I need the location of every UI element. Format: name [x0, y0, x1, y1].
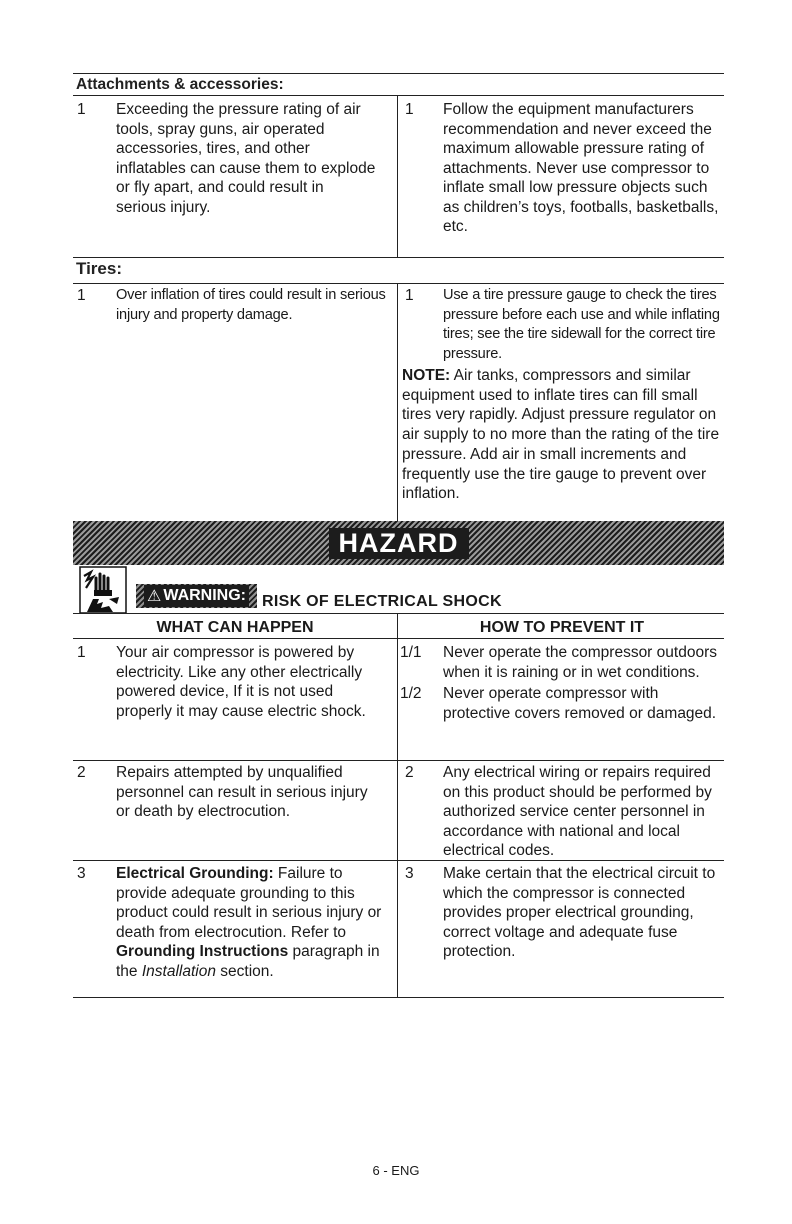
item-text: Never operate the compressor outdoors when it is raining or in wet conditions. — [443, 644, 717, 681]
shock-row-1 — [73, 643, 724, 723]
tires-hazard — [73, 286, 397, 364]
prevent-item — [400, 643, 724, 682]
prevent-item — [400, 684, 724, 723]
installation-ref: Installation — [141, 962, 216, 980]
rule-top — [73, 73, 724, 74]
rule-row-2 — [73, 860, 724, 861]
item-number: 2 — [405, 764, 414, 781]
tires-note — [402, 366, 724, 504]
item-number: 3 — [77, 865, 86, 882]
hazard-banner-text: HAZARD — [329, 528, 469, 559]
item-number: 1 — [77, 644, 86, 661]
warning-triangle-icon: ⚠ — [147, 588, 162, 605]
rule-attachments — [73, 95, 724, 96]
grounding-label: Electrical Grounding: — [116, 865, 274, 882]
item-text: Over inflation of tires could result in serious injury and property damage. — [116, 287, 386, 323]
attachments-title: Attachments & accessories: — [76, 76, 284, 93]
item-number: 3 — [405, 865, 414, 882]
column-head-how: HOW TO PREVENT IT — [479, 619, 645, 636]
item-number: 1 — [77, 287, 86, 304]
item-text: Never operate compressor with protective covers removed or damaged. — [443, 685, 717, 722]
item-number: 1 — [405, 287, 414, 304]
rule-tires-top — [73, 257, 724, 258]
item-number: 1/1 — [400, 644, 422, 661]
item-text: Repairs attempted by unqualified personnel can result in serious injury or death by electrocution. — [116, 764, 368, 820]
item-text: Make certain that the electrical circuit to which the compressor is connected provides proper electrical grounding, correct voltage and adequate fuse protection. — [443, 865, 716, 960]
item-number: 2 — [77, 764, 86, 781]
tires-prevent — [400, 286, 724, 364]
rule-bottom — [73, 997, 724, 998]
note-text: Air tanks, compressors and similar equipment used to inflate tires can fill small tires very rapidly. Adjust pressure regulator on air supply to no more than the rating of the tire pressure. Add air in small increments and frequently use the tire gauge to prevent over inflation. — [402, 367, 720, 503]
item-text — [116, 864, 397, 981]
page-number: 6 - ENG — [372, 1163, 420, 1178]
tires-row — [73, 286, 724, 364]
item-text-part: paragraph in the — [116, 943, 380, 980]
shock-prevent — [400, 763, 724, 861]
attachments-row — [73, 100, 724, 237]
item-text: Your air compressor is powered by electricity. Like any other electrically powered device, If it is not used properly it may cause electric shock. — [116, 644, 366, 720]
item-number: 1 — [405, 101, 414, 118]
attachments-prevent — [400, 100, 724, 237]
rule-shock-top — [73, 613, 724, 614]
grounding-instructions-ref: Grounding Instructions — [116, 943, 289, 960]
item-text: Use a tire pressure gauge to check the tires pressure before each use and while inflating tires; see the tire sidewall for the correct tire pressure. — [443, 287, 720, 362]
shock-prevent — [400, 864, 724, 981]
item-text: Exceeding the pressure rating of air tools, spray guns, air operated accessories, tires, and other inflatables can cause them to explode or fly apart, and could result in serious injury. — [116, 101, 376, 216]
item-number: 1/2 — [400, 685, 422, 702]
note-label: NOTE: — [402, 367, 451, 384]
rule-tires — [73, 283, 724, 284]
shock-hazard — [73, 643, 397, 723]
rule-row-1 — [73, 760, 724, 761]
shock-row-3 — [73, 864, 724, 981]
column-head-what: WHAT CAN HAPPEN — [156, 619, 314, 636]
tires-title: Tires: — [76, 259, 122, 278]
electric-shock-icon — [79, 566, 127, 614]
item-text-part: Failure to provide adequate grounding to this product could result in serious injury or death from electrocution. Refer to — [116, 865, 382, 941]
item-text: Any electrical wiring or repairs required on this product should be performed by authorized service center personnel in accordance with national and local electrical codes. — [443, 764, 712, 859]
hazard-banner — [73, 521, 724, 565]
rule-column-heads — [73, 638, 724, 639]
item-text: Follow the equipment manufacturers recommendation and never exceed the maximum allowable pressure rating of attachments. Never use compressor to inflate small low pressure objects such as children’s toys, footballs, basketballs, etc. — [443, 101, 719, 235]
attachments-hazard — [73, 100, 397, 237]
item-number: 1 — [77, 101, 86, 118]
warning-title: RISK OF ELECTRICAL SHOCK — [262, 593, 502, 610]
shock-hazard — [73, 864, 397, 981]
shock-row-2 — [73, 763, 724, 861]
shock-hazard — [73, 763, 397, 861]
warning-badge-text: WARNING: — [163, 587, 246, 604]
item-text-part: section. — [215, 962, 274, 980]
shock-prevent — [400, 643, 724, 723]
warning-badge — [136, 584, 257, 608]
